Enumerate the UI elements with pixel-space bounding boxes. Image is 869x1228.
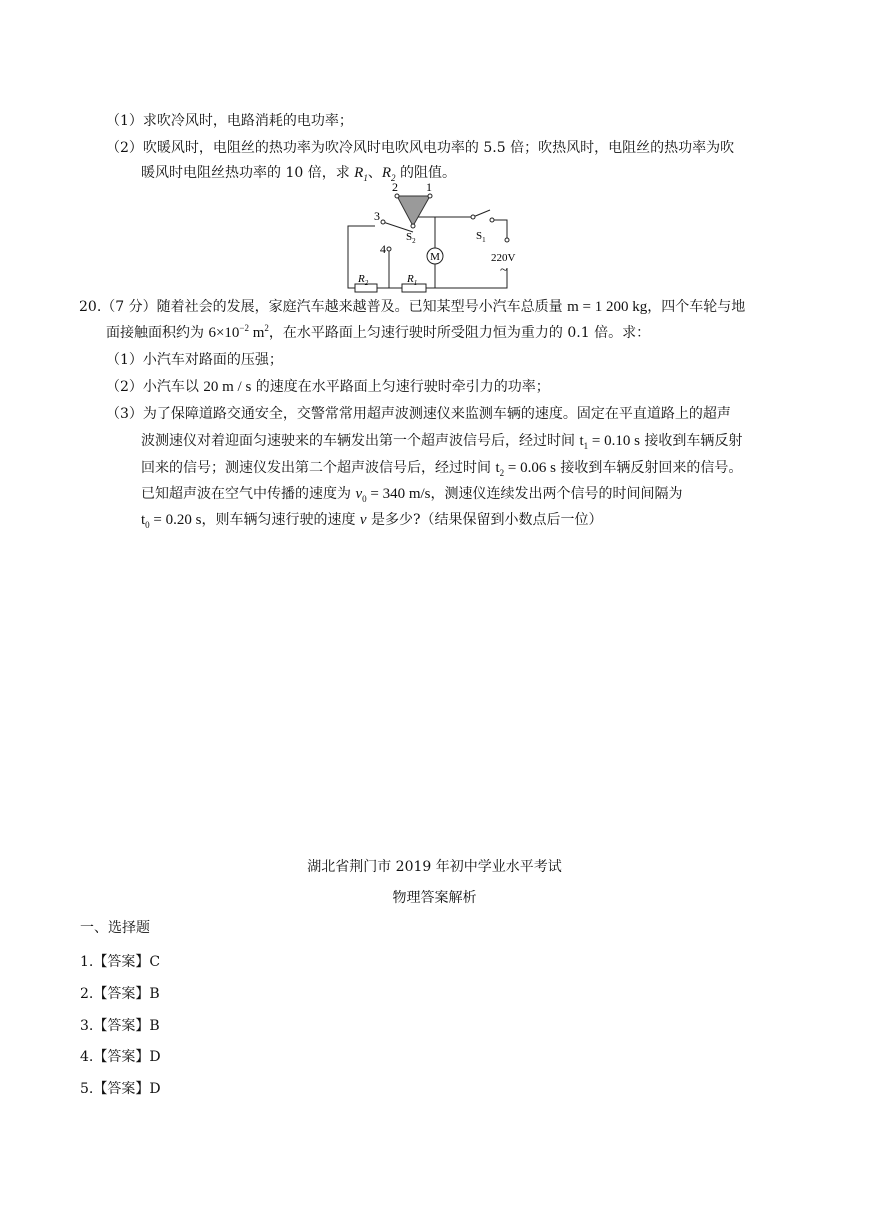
terminal-3-dot (381, 220, 385, 224)
speed-value: 20 m / s (203, 379, 252, 395)
contact-area-value: $6\times 10^{-2}$ $m^2$ (208, 323, 269, 341)
hair-dryer-circuit-diagram (345, 182, 525, 294)
t2-value: $t_2 = 0.06$ s (495, 460, 556, 478)
q20-subquestion-3-line1: （3）为了保障道路交通安全，交警常常用超声波测速仪来监测车辆的速度。固定在平直道路上的超声 (106, 406, 731, 422)
answer-item: 4.【答案】D (80, 1049, 161, 1065)
terminal-1-label: 1 (426, 182, 432, 194)
switch-s1-blade (473, 210, 490, 217)
terminal-3-label: 3 (374, 209, 380, 223)
answer-item: 5.【答案】D (80, 1081, 161, 1097)
supply-voltage-label: 220V (491, 252, 516, 264)
rotary-switch-s2 (397, 196, 430, 226)
resistor-r1-label: $R_1$ (407, 273, 418, 287)
q20-subquestion-3-line3: 回来的信号；测速仪发出第二个超声波信号后，经过时间 $t_2 = 0.06$ s 接收到车辆反射回来的信号。 (141, 460, 743, 478)
q20-subquestion-2: （2）小汽车以 20 m / s 的速度在水平路面上匀速行驶时牵引力的功率； (106, 379, 550, 395)
s1-left-dot (471, 215, 475, 219)
resistor-r2-label: $R_2$ (358, 273, 369, 287)
q20-subquestion-1: （1）小汽车对路面的压强； (106, 352, 283, 368)
q20-subquestion-3-line4: 已知超声波在空气中传播的速度为 $v_0 = 340$ m/s，测速仪连续发出两个信号的时间间隔为 (141, 486, 683, 504)
switch-s2-label: $S_2$ (406, 231, 416, 245)
answer-item: 3.【答案】B (80, 1018, 160, 1034)
answers-title: 湖北省荆门市 2019 年初中学业水平考试 (307, 859, 562, 875)
r2-symbol: $R_2$ (381, 165, 396, 183)
q19-subquestion-1: （1）求吹冷风时，电路消耗的电功率； (106, 113, 353, 129)
q20-stem-line2: 面接触面积约为 $6\times 10^{-2}$ $m^2$，在水平路面上匀速行驶时所受阻力恒为重力的 0.1 倍。求： (106, 323, 651, 341)
q19-text: 暖风时电阻丝热功率的 10 倍，求 (141, 165, 355, 181)
answers-subtitle: 物理答案解析 (392, 890, 477, 906)
q20-stem-line1: 20.（7 分）随着社会的发展，家庭汽车越来越普及。已知某型号小汽车总质量 m = 1 200 kg，四个车轮与地 (79, 299, 746, 315)
answer-item: 2.【答案】B (80, 986, 160, 1002)
q19-subquestion-2-line1: （2）吹暖风时，电阻丝的热功率为吹冷风时电吹风电功率的 5.5 倍；吹热风时，电阻丝的热功率为吹 (106, 140, 735, 156)
terminal-1-dot (428, 194, 432, 198)
r1-symbol: $R_1$ (354, 165, 368, 183)
answer-item: 1.【答案】C (80, 954, 161, 970)
switch-s1-label: $S_1$ (476, 230, 486, 244)
supply-top-dot (505, 238, 509, 242)
q20-subquestion-3-line2: 波测速仪对着迎面匀速驶来的车辆发出第一个超声波信号后，经过时间 $t_1 = 0.10$ s 接收到车辆反射 (141, 433, 743, 451)
s2-pivot-dot (411, 224, 415, 228)
mass-value: m = 1 200 kg (567, 299, 648, 315)
terminal-2-dot (395, 194, 399, 198)
q19-text-end: 的阻值。 (395, 165, 456, 181)
t0-value: $t_0 = 0.20$ s (141, 512, 202, 530)
ac-symbol: ~ (500, 263, 508, 278)
motor-label: M (430, 251, 440, 263)
terminal-4-dot (387, 247, 391, 251)
s1-right-dot (490, 218, 494, 222)
circuit-wire-s1-right (492, 220, 507, 238)
terminal-4-label: 4 (380, 242, 386, 256)
v0-value: $v_0 = 340$ m/s (355, 486, 431, 504)
v-symbol: v (359, 512, 367, 528)
t1-value: $t_1 = 0.10$ s (579, 433, 640, 451)
circuit-wire-bottom-right (435, 268, 507, 288)
section-heading: 一、选择题 (80, 920, 150, 936)
terminal-2-label: 2 (392, 182, 398, 194)
q19-subquestion-2-line2: 暖风时电阻丝热功率的 10 倍，求 $R_1$、$R_2$ 的阻值。 (141, 165, 456, 183)
q20-subquestion-3-line5: $t_0 = 0.20$ s，则车辆匀速行驶的速度 v 是多少?（结果保留到小数点后一位） (141, 512, 603, 530)
